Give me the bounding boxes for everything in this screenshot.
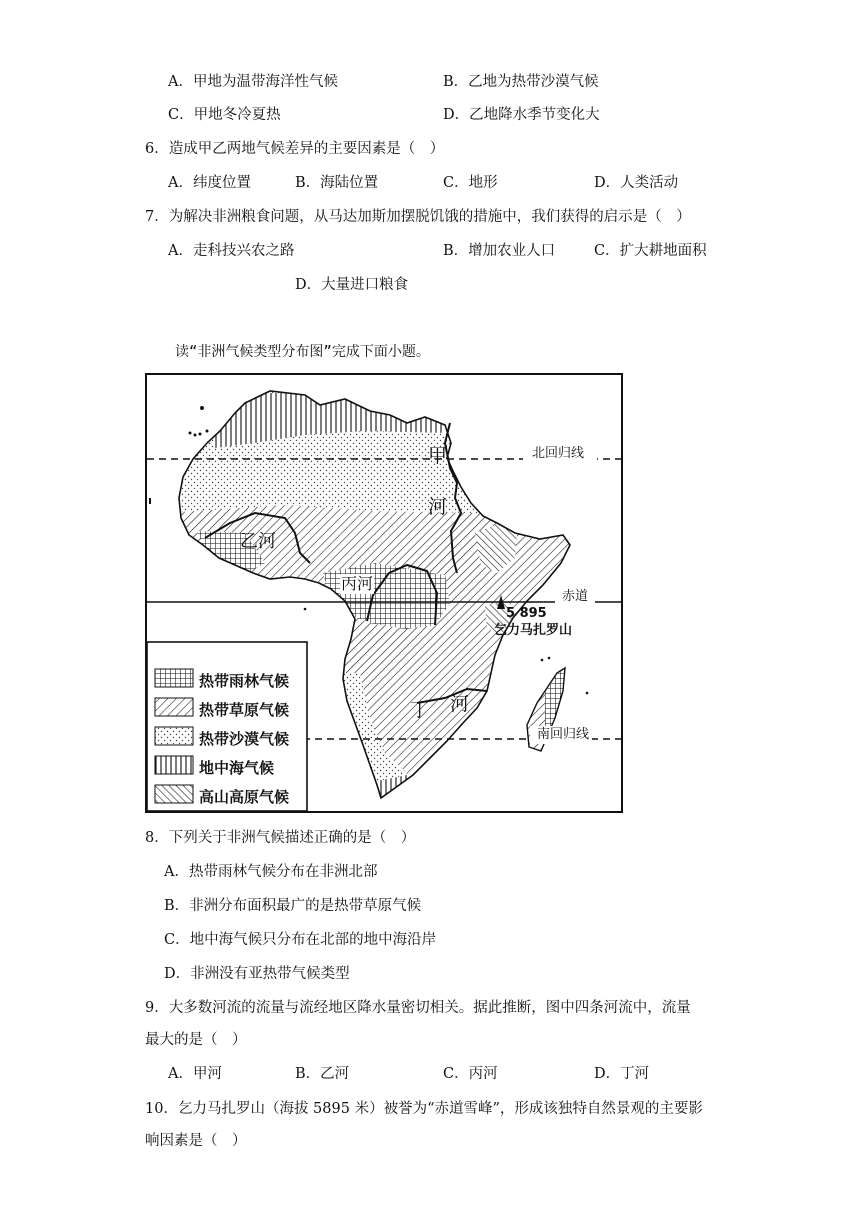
q9-option-d: D．丁河: [594, 1066, 650, 1082]
label-peak-height: 5 895: [506, 606, 547, 621]
q9-option-a: A．甲河: [168, 1066, 222, 1082]
q8-option-c: C．地中海气候只分布在北部的地中海沿岸: [164, 932, 437, 948]
label-river-jia-1: 甲: [428, 445, 448, 467]
q8-stem: 8．下列关于非洲气候描述正确的是（ ）: [145, 830, 416, 846]
q8-option-d: D．非洲没有亚热带气候类型: [164, 966, 350, 982]
label-river-ding-1: 丁: [410, 699, 430, 721]
q7-option-b: B．增加农业人口: [443, 243, 556, 259]
label-peak-name: 乞力马扎罗山: [494, 623, 573, 638]
q6-option-a: A．纬度位置: [168, 175, 251, 191]
legend-label-rainforest: 热带雨林气候: [199, 672, 290, 690]
label-tropic-of-cancer: 北回归线: [532, 446, 585, 461]
legend: [147, 642, 307, 811]
q9-option-b: B．乙河: [295, 1066, 350, 1082]
label-river-jia-2: 河: [428, 496, 448, 518]
q5-option-a: A．甲地为温带海洋性气候: [168, 74, 338, 90]
label-river-ding-2: 河: [450, 693, 470, 715]
legend-swatch-desert: [155, 727, 193, 745]
q10-stem-line2: 响因素是（ ）: [145, 1133, 247, 1149]
q5-option-c: C．甲地冬冷夏热: [168, 107, 281, 123]
q8-option-b: B．非洲分布面积最广的是热带草原气候: [164, 898, 422, 914]
q9-option-c: C．丙河: [443, 1066, 498, 1082]
map-intro: 读“非洲气候类型分布图”完成下面小题。: [175, 344, 430, 360]
q8-option-a: A．热带雨林气候分布在非洲北部: [164, 864, 378, 880]
q6-option-b: B．海陆位置: [295, 175, 379, 191]
label-tropic-of-capricorn: 南回归线: [537, 727, 590, 742]
q7-option-d: D．大量进口粮食: [295, 277, 409, 293]
q7-option-c: C．扩大耕地面积: [594, 243, 707, 259]
q6-option-c: C．地形: [443, 175, 498, 191]
q6-option-d: D．人类活动: [594, 175, 679, 191]
label-river-bing: 丙河: [341, 574, 374, 593]
q6-stem: 6．造成甲乙两地气候差异的主要因素是（ ）: [145, 141, 445, 157]
legend-swatch-mediterranean: [155, 756, 193, 774]
legend-label-mediterranean: 地中海气候: [199, 759, 275, 777]
q9-stem-line2: 最大的是（ ）: [145, 1032, 247, 1048]
legend-swatch-rainforest: [155, 669, 193, 687]
q5-option-b: B．乙地为热带沙漠气候: [443, 74, 599, 90]
q10-stem-line1: 10．乞力马扎罗山（海拔 5895 米）被誉为“赤道雪峰”，形成该独特自然景观的主要影: [145, 1101, 703, 1117]
label-equator: 赤道: [562, 589, 589, 604]
legend-label-savanna: 热带草原气候: [199, 701, 290, 719]
legend-swatch-savanna: [155, 698, 193, 716]
legend-label-highland: 高山高原气候: [199, 788, 290, 806]
q7-option-a: A．走科技兴农之路: [168, 243, 295, 259]
q7-stem: 7．为解决非洲粮食问题，从马达加斯加摆脱饥饿的措施中，我们获得的启示是（ ）: [145, 209, 691, 225]
label-river-yi: 乙河: [240, 531, 276, 552]
legend-swatch-highland: [155, 785, 193, 803]
legend-label-desert: 热带沙漠气候: [199, 730, 290, 748]
q5-option-d: D．乙地降水季节变化大: [443, 107, 600, 123]
q9-stem-line1: 9．大多数河流的流量与流经地区降水量密切相关。据此推断，图中四条河流中，流量: [145, 1000, 691, 1016]
